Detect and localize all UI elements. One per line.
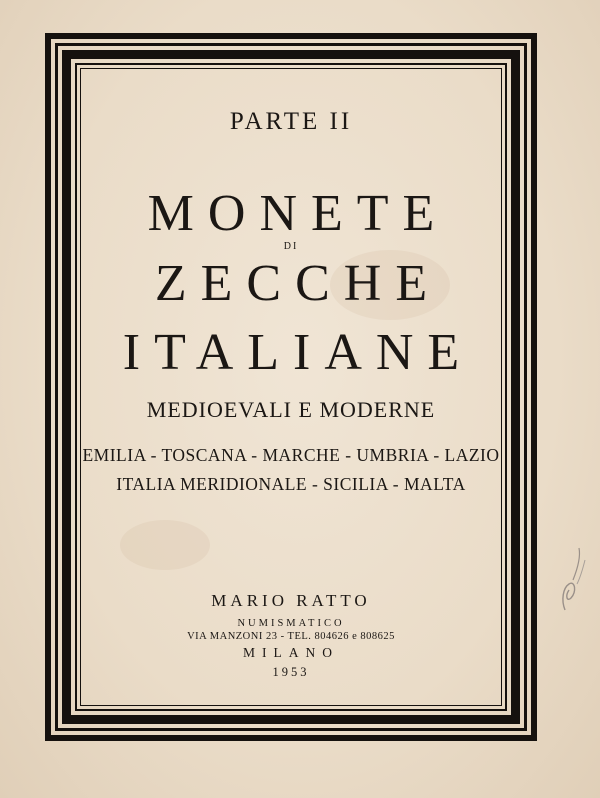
regions-line-2: ITALIA MERIDIONALE - SICILIA - MALTA (116, 474, 466, 494)
title-line-2: ZECCHE (154, 255, 442, 312)
publisher-name: MARIO RATTO (211, 591, 371, 610)
title-connector: DI (283, 241, 299, 252)
publication-year: 1953 (272, 665, 310, 679)
publication-city: MILANO (243, 645, 339, 660)
part-number: PARTE II (229, 108, 353, 135)
publisher-role: NUMISMATICO (237, 618, 345, 629)
pencil-annotation-mark (555, 540, 589, 620)
subtitle: MEDIOEVALI E MODERNE (146, 397, 436, 422)
title-line-1: MONETE (147, 185, 449, 242)
title-line-3: ITALIANE (122, 324, 474, 381)
publisher-address: VIA MANZONI 23 - TEL. 804626 e 808625 (187, 631, 395, 642)
regions-line-1: EMILIA - TOSCANA - MARCHE - UMBRIA - LAZIO (82, 445, 500, 465)
cover-content (82, 70, 500, 704)
